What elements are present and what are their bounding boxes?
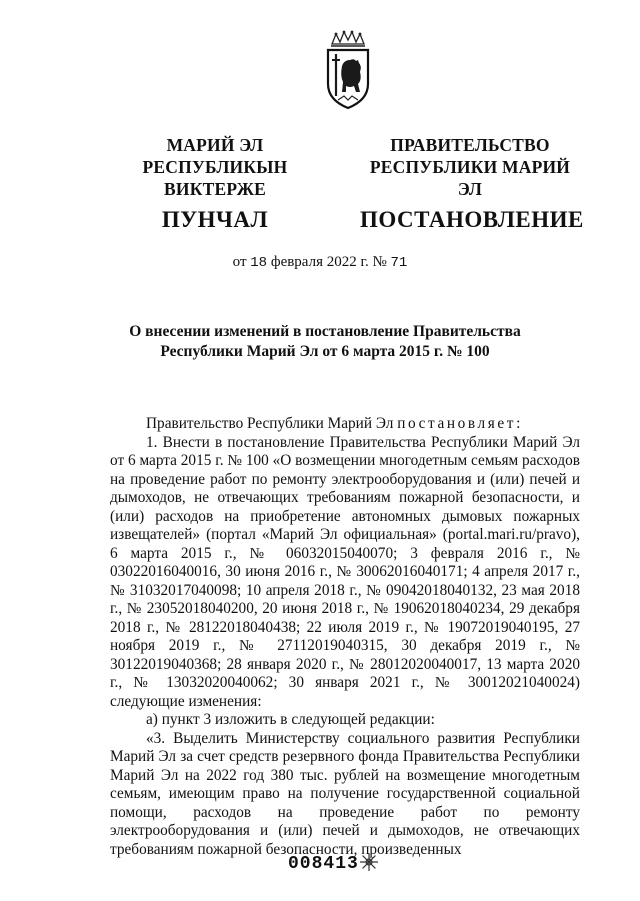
date-day: 18 — [250, 255, 268, 271]
title-line1: О внесении изменений в постановление Правительства — [129, 323, 521, 340]
document-title — [110, 322, 540, 362]
header-right-line2: РЕСПУБЛИКИ МАРИЙ ЭЛ — [369, 157, 571, 199]
paragraph-2: а) пункт 3 изложить в следующей редакции: — [146, 711, 435, 728]
coat-of-arms-icon — [320, 30, 376, 110]
date-month-year: февраля 2022 г. № — [270, 254, 387, 270]
intro-verb: постановляет: — [397, 415, 523, 432]
header-left-doc-type: ПУНЧАЛ — [161, 207, 269, 232]
document-number: 71 — [390, 255, 408, 271]
document-date-line — [0, 252, 640, 273]
header-right — [360, 134, 584, 235]
asterisk-stamp-icon — [358, 851, 380, 873]
header-left — [100, 134, 330, 235]
intro-subject: Правительство Республики Марий Эл — [146, 415, 394, 432]
header-right-doc-type: ПОСТАНОВЛЕНИЕ — [360, 207, 584, 232]
date-prefix: от — [232, 254, 247, 270]
paragraph-3: «3. Выделить Министерству социального развития Республики Марий Эл за счет средств резервного фонда Правительства Республики Марий Эл на 2022 год 380 тыс. рублей на возмещение многодетным семьям, имеющим право на получение государственной социальной помощи, расходов на проведение работ по ремонту электрооборудования и (или) печей и дымоходов, не отвечающих требованиям пожарной безопасности, произведенных — [110, 729, 580, 858]
intro-paragraph — [110, 415, 580, 434]
document-body — [110, 415, 580, 859]
serial-number: 008413 — [288, 854, 359, 874]
header-left-line2: ВИКТЕРЖЕ — [164, 179, 266, 199]
header-right-line1: ПРАВИТЕЛЬСТВО — [390, 135, 550, 155]
header-left-line1: МАРИЙ ЭЛ РЕСПУБЛИКЫН — [142, 135, 288, 177]
paragraph-1: 1. Внести в постановление Правительства Республики Марий Эл от 6 марта 2015 г. № 100 «О возмещении многодетным семьям расходов на проведение работ по ремонту электрооборудования и (или) печей и дымоходов, не отвечающих требованиям пожарной безопасности, и (или) расходов на приобретение автономных дымовых пожарных извещателей» (портал «Марий Эл официальная» (portal.mari.ru/pravo), 6 марта 2015 г., № 06032015040070; 3 февраля 2016 г., № 03022016040016, 30 июня 2016 г., № 30062016040171; 4 апреля 2017 г., № 31032017040098; 10 апреля 2018 г., № 09042018040132, 23 мая 2018 г., № 23052018040200, 20 июня 2018 г., № 19062018040234, 29 декабря 2018 г., № 28122018040438; 22 июля 2019 г., № 19072019040195, 27 ноября 2019 г., № 27112019040315, 30 декабря 2019 г., № 30122019040368; 28 января 2020 г., № 28012020040017, 13 марта 2020 г., № 13032020040062; 30 января 2021 г., № 30012021040024) следующие изменения: — [110, 433, 580, 710]
title-line2: Республики Марий Эл от 6 марта 2015 г. № 100 — [160, 343, 490, 360]
